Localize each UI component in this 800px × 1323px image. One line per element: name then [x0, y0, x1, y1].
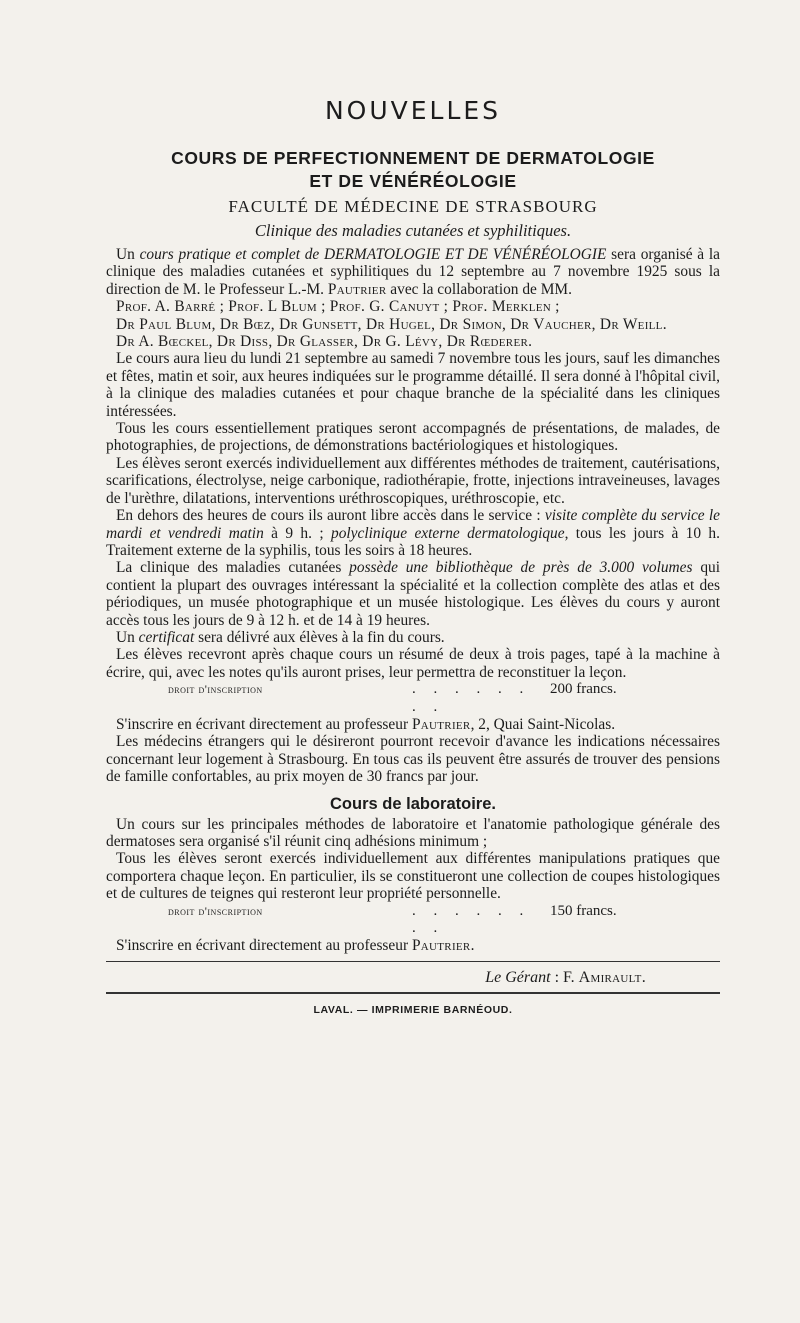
foreign-doctors-paragraph: Les médecins étrangers qui le désireront pourront recevoir d'avance les indications nécessaires concernant leur logement à Strasbourg. En tous cas ils peuvent être assurés de trouver des pensions de famille confortables, au prix moyen de 30 francs par jour. [106, 733, 720, 786]
fee-dots: . . . . . . . . [412, 681, 531, 715]
registration-paragraph: S'inscrire en écrivant directement au professeur Pautrier, 2, Quai Saint-Nicolas. [116, 715, 616, 733]
lab-course-title: Cours de laboratoire. [330, 794, 496, 813]
lab-paragraph-1: Un cours sur les principales méthodes de laboratoire et l'anatomie pathologique générale des dermatoses sera organisé s'il réunit cinq adhésions minimum ; [106, 815, 720, 850]
divider-thick [106, 992, 720, 994]
clinic-name: Clinique des maladies cutanées et syphilitiques. [254, 221, 572, 240]
printer-imprint: LAVAL. — IMPRIMERIE BARNÉOUD. [313, 1003, 513, 1016]
summary-paragraph: Les élèves recevront après chaque cours un résumé de deux à trois pages, tapé à la machine à écrire, qui, avec les notes qu'ils auront prises, leur permettra de reconstituer la leçon. [106, 646, 720, 681]
exercises-paragraph: Les élèves seront exercés individuellement aux différentes méthodes de traitement, cautérisations, scarifications, électrolyse, neige carbonique, radiothérapie, frotte, injections intraveineuses, lavages de l'urèthre, dilatations, interventions uréthroscopiques, uréthroscopie, etc. [106, 454, 720, 507]
professors-list: Prof. A. Barré ; Prof. L Blum ; Prof. G. Canuyt ; Prof. Merklen ; [116, 298, 560, 316]
certificate-paragraph: Un certificat sera délivré aux élèves à la fin du cours. [116, 628, 445, 646]
fee-amount: 200 francs. [550, 681, 617, 698]
library-paragraph: La clinique des maladies cutanées possède une bibliothèque de près de 3.000 volumes qui contient la plupart des ouvrages intéressant la spécialité et la collection complète des atlas et des périodiques, un musée photographique et un musée histologique. Les élèves du cours y auront accès tous les jours de 9 à 12 h. et de 14 à 19 heures. [106, 559, 720, 629]
doctors-list-1: Dr Paul Blum, Dr Bœz, Dr Gunsett, Dr Hugel, Dr Simon, Dr Vaucher, Dr Weill. [116, 315, 667, 333]
divider [106, 961, 720, 962]
article-body [106, 246, 720, 955]
fee-dots: . . . . . . . . [412, 902, 531, 937]
section-heading: NOUVELLES [324, 96, 502, 125]
lab-paragraph-2: Tous les élèves seront exercés individuellement aux différentes manipulations pratiques que comportera chaque leçon. En particulier, ils se constitueront une collection de coupes histologiques et de cultures de teignes qui resteront leur propriété personnelle. [106, 850, 720, 903]
fee-amount: 150 francs. [550, 902, 617, 919]
lab-registration-paragraph: S'inscrire en écrivant directement au professeur Pautrier. [116, 937, 475, 955]
doctors-list-2: Dr A. Bœckel, Dr Diss, Dr Glasser, Dr G. Lévy, Dr Rœderer. [116, 333, 533, 351]
schedule-paragraph: Le cours aura lieu du lundi 21 septembre au samedi 7 novembre tous les jours, sauf les dimanches et fêtes, matin et soir, aux heures indiquées sur le programme détaillé. Il sera donné à l'hôpital civil, à la clinique des maladies cutanées et pour chaque branche de la spécialité dans les cliniques intéressées. [106, 350, 720, 420]
access-paragraph: En dehors des heures de cours ils auront libre accès dans le service : visite complète du service le mardi et vendredi matin à 9 h. ; polyclinique externe dermatologique, tous les jours à 10 h. Traitement externe de la syphilis, tous les soirs à 18 heures. [106, 507, 721, 559]
course-title-line1: COURS DE PERFECTIONNEMENT DE DERMATOLOGIE [171, 148, 655, 168]
fee-label: droit d'inscription [168, 682, 263, 697]
manager-signature: Le Gérant : F. Amirault. [485, 968, 646, 986]
practical-paragraph: Tous les cours essentiellement pratiques seront accompagnés de présentations, de malades, de photographies, de projections, de démonstrations bactériologiques et histologiques. [106, 420, 720, 455]
fee-line-lab [106, 903, 720, 938]
fee-line-course [106, 681, 720, 716]
course-title-line2: ET DE VÉNÉRÉOLOGIE [309, 171, 517, 191]
fee-label: droit d'inscription [168, 903, 263, 918]
faculty-name: FACULTÉ DE MÉDECINE DE STRASBOURG [228, 197, 598, 216]
intro-paragraph: Un cours pratique et complet de DERMATOLOGIE ET DE VÉNÉRÉOLOGIE sera organisé à la clinique des maladies cutanées et syphilitiques du 12 septembre au 7 novembre 1925 sous la direction de M. le Professeur L.-M. Pautrier avec la collaboration de MM. [106, 246, 720, 298]
